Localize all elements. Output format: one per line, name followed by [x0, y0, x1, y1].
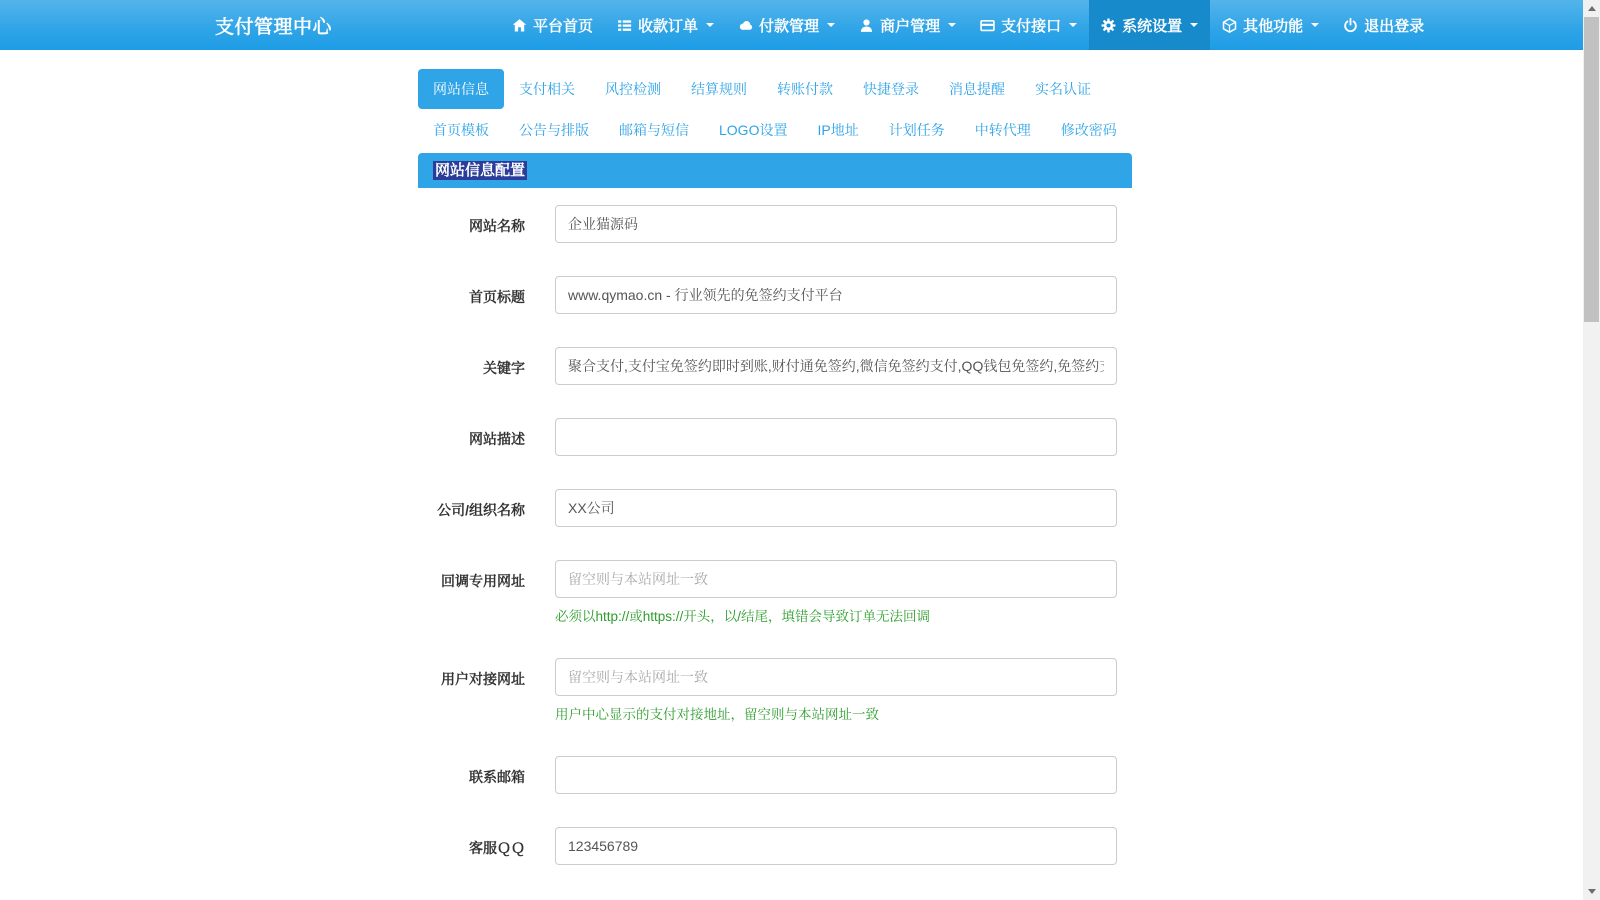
nav-item-receive-orders[interactable] [605, 0, 726, 50]
form-row-user-link-url [433, 658, 1117, 723]
chevron-down-icon [948, 23, 956, 27]
nav-item-label: 商户管理 [880, 17, 941, 35]
nav-item-payment-interface[interactable] [968, 0, 1089, 50]
keywords-input[interactable] [555, 347, 1117, 385]
home-icon [512, 18, 527, 33]
form-row-service-qq [433, 827, 1117, 865]
main-nav [500, 0, 1436, 50]
form-row-site-description [433, 418, 1117, 456]
company-name-input[interactable] [555, 489, 1117, 527]
nav-item-label: 其他功能 [1243, 17, 1304, 35]
nav-item-platform-home[interactable] [500, 0, 605, 50]
field-label: 公司/组织名称 [437, 502, 525, 518]
scrollbar-thumb[interactable] [1584, 17, 1599, 322]
nav-item-label: 收款订单 [638, 17, 699, 35]
nav-item-label: 支付接口 [1001, 17, 1062, 35]
nav-item-logout[interactable] [1331, 0, 1436, 50]
home-title-input[interactable] [555, 276, 1117, 314]
tab-scheduled-tasks[interactable]: 计划任务 [888, 122, 945, 138]
nav-item-merchant-management[interactable] [847, 0, 968, 50]
form-row-company-name [433, 489, 1117, 527]
chevron-down-icon [706, 23, 714, 27]
tab-quick-login[interactable]: 快捷登录 [863, 81, 919, 97]
panel-title [418, 153, 1132, 188]
form-row-keywords [433, 347, 1117, 385]
field-label: 用户对接网址 [441, 671, 525, 687]
list-icon [617, 18, 632, 33]
tab-message-alerts[interactable]: 消息提醒 [949, 81, 1005, 97]
form-row-contact-email [433, 756, 1117, 794]
gear-icon [1101, 18, 1116, 33]
tab-ip-address[interactable]: IP地址 [817, 122, 859, 138]
chevron-down-icon [1190, 23, 1198, 27]
nav-item-label: 付款管理 [759, 17, 820, 35]
settings-tabs-row1 [418, 69, 1132, 109]
nav-item-label: 平台首页 [533, 17, 594, 35]
site-name-input[interactable] [555, 205, 1117, 243]
credit-card-icon [980, 18, 995, 33]
field-label: 回调专用网址 [441, 573, 525, 589]
site-info-panel [418, 153, 1132, 900]
site-info-form [418, 188, 1132, 900]
vertical-scrollbar[interactable] [1583, 0, 1600, 900]
chevron-down-icon [1311, 23, 1319, 27]
cloud-icon [738, 18, 753, 33]
nav-item-other-functions[interactable] [1210, 0, 1331, 50]
field-label: 客服ＱＱ [469, 840, 525, 856]
field-label: 关键字 [483, 360, 525, 376]
panel-title-text: 网站信息配置 [435, 162, 526, 179]
tab-change-password[interactable]: 修改密码 [1060, 122, 1117, 138]
tab-logo-settings[interactable]: LOGO设置 [719, 122, 788, 138]
tab-site-info[interactable]: 网站信息 [418, 69, 504, 109]
power-icon [1343, 18, 1358, 33]
field-label: 网站描述 [469, 431, 525, 447]
nav-item-payout-management[interactable] [726, 0, 847, 50]
user-icon [859, 18, 874, 33]
callback-url-input[interactable] [555, 560, 1117, 598]
top-navbar [0, 0, 1583, 50]
tab-real-name-auth[interactable]: 实名认证 [1035, 81, 1091, 97]
nav-item-label: 系统设置 [1122, 17, 1183, 35]
scroll-up-arrow-icon[interactable] [1583, 0, 1600, 17]
field-help-text: 用户中心显示的支付对接地址，留空则与本站网址一致 [555, 707, 879, 722]
tab-risk-control[interactable]: 风控检测 [605, 81, 661, 97]
field-help-text: 必须以http://或https://开头，以/结尾，填错会导致订单无法回调 [555, 609, 931, 624]
chevron-down-icon [827, 23, 835, 27]
tab-transfer-payment[interactable]: 转账付款 [777, 81, 833, 97]
service-qq-input[interactable] [555, 827, 1117, 865]
field-label: 网站名称 [469, 218, 525, 234]
tab-payment-related[interactable]: 支付相关 [519, 81, 575, 97]
site-description-input[interactable] [555, 418, 1117, 456]
cube-icon [1222, 18, 1237, 33]
form-row-home-title [433, 276, 1117, 314]
app-brand: 支付管理中心 [215, 16, 333, 38]
user-link-url-input[interactable] [555, 658, 1117, 696]
nav-item-system-settings[interactable] [1089, 0, 1210, 50]
nav-item-label: 退出登录 [1364, 17, 1425, 35]
tab-transit-proxy[interactable]: 中转代理 [974, 122, 1031, 138]
scroll-down-arrow-icon[interactable] [1583, 883, 1600, 900]
main-content [418, 50, 1132, 900]
form-row-site-name [433, 205, 1117, 243]
tab-email-sms[interactable]: 邮箱与短信 [619, 122, 689, 138]
tab-home-template[interactable]: 首页模板 [433, 122, 489, 138]
tab-announcement-layout[interactable]: 公告与排版 [519, 122, 589, 138]
form-row-callback-url [433, 560, 1117, 625]
field-label: 首页标题 [469, 289, 525, 305]
contact-email-input[interactable] [555, 756, 1117, 794]
tab-settlement-rules[interactable]: 结算规则 [691, 81, 747, 97]
chevron-down-icon [1069, 23, 1077, 27]
settings-tabs-row2 [418, 110, 1132, 150]
field-label: 联系邮箱 [469, 769, 525, 785]
